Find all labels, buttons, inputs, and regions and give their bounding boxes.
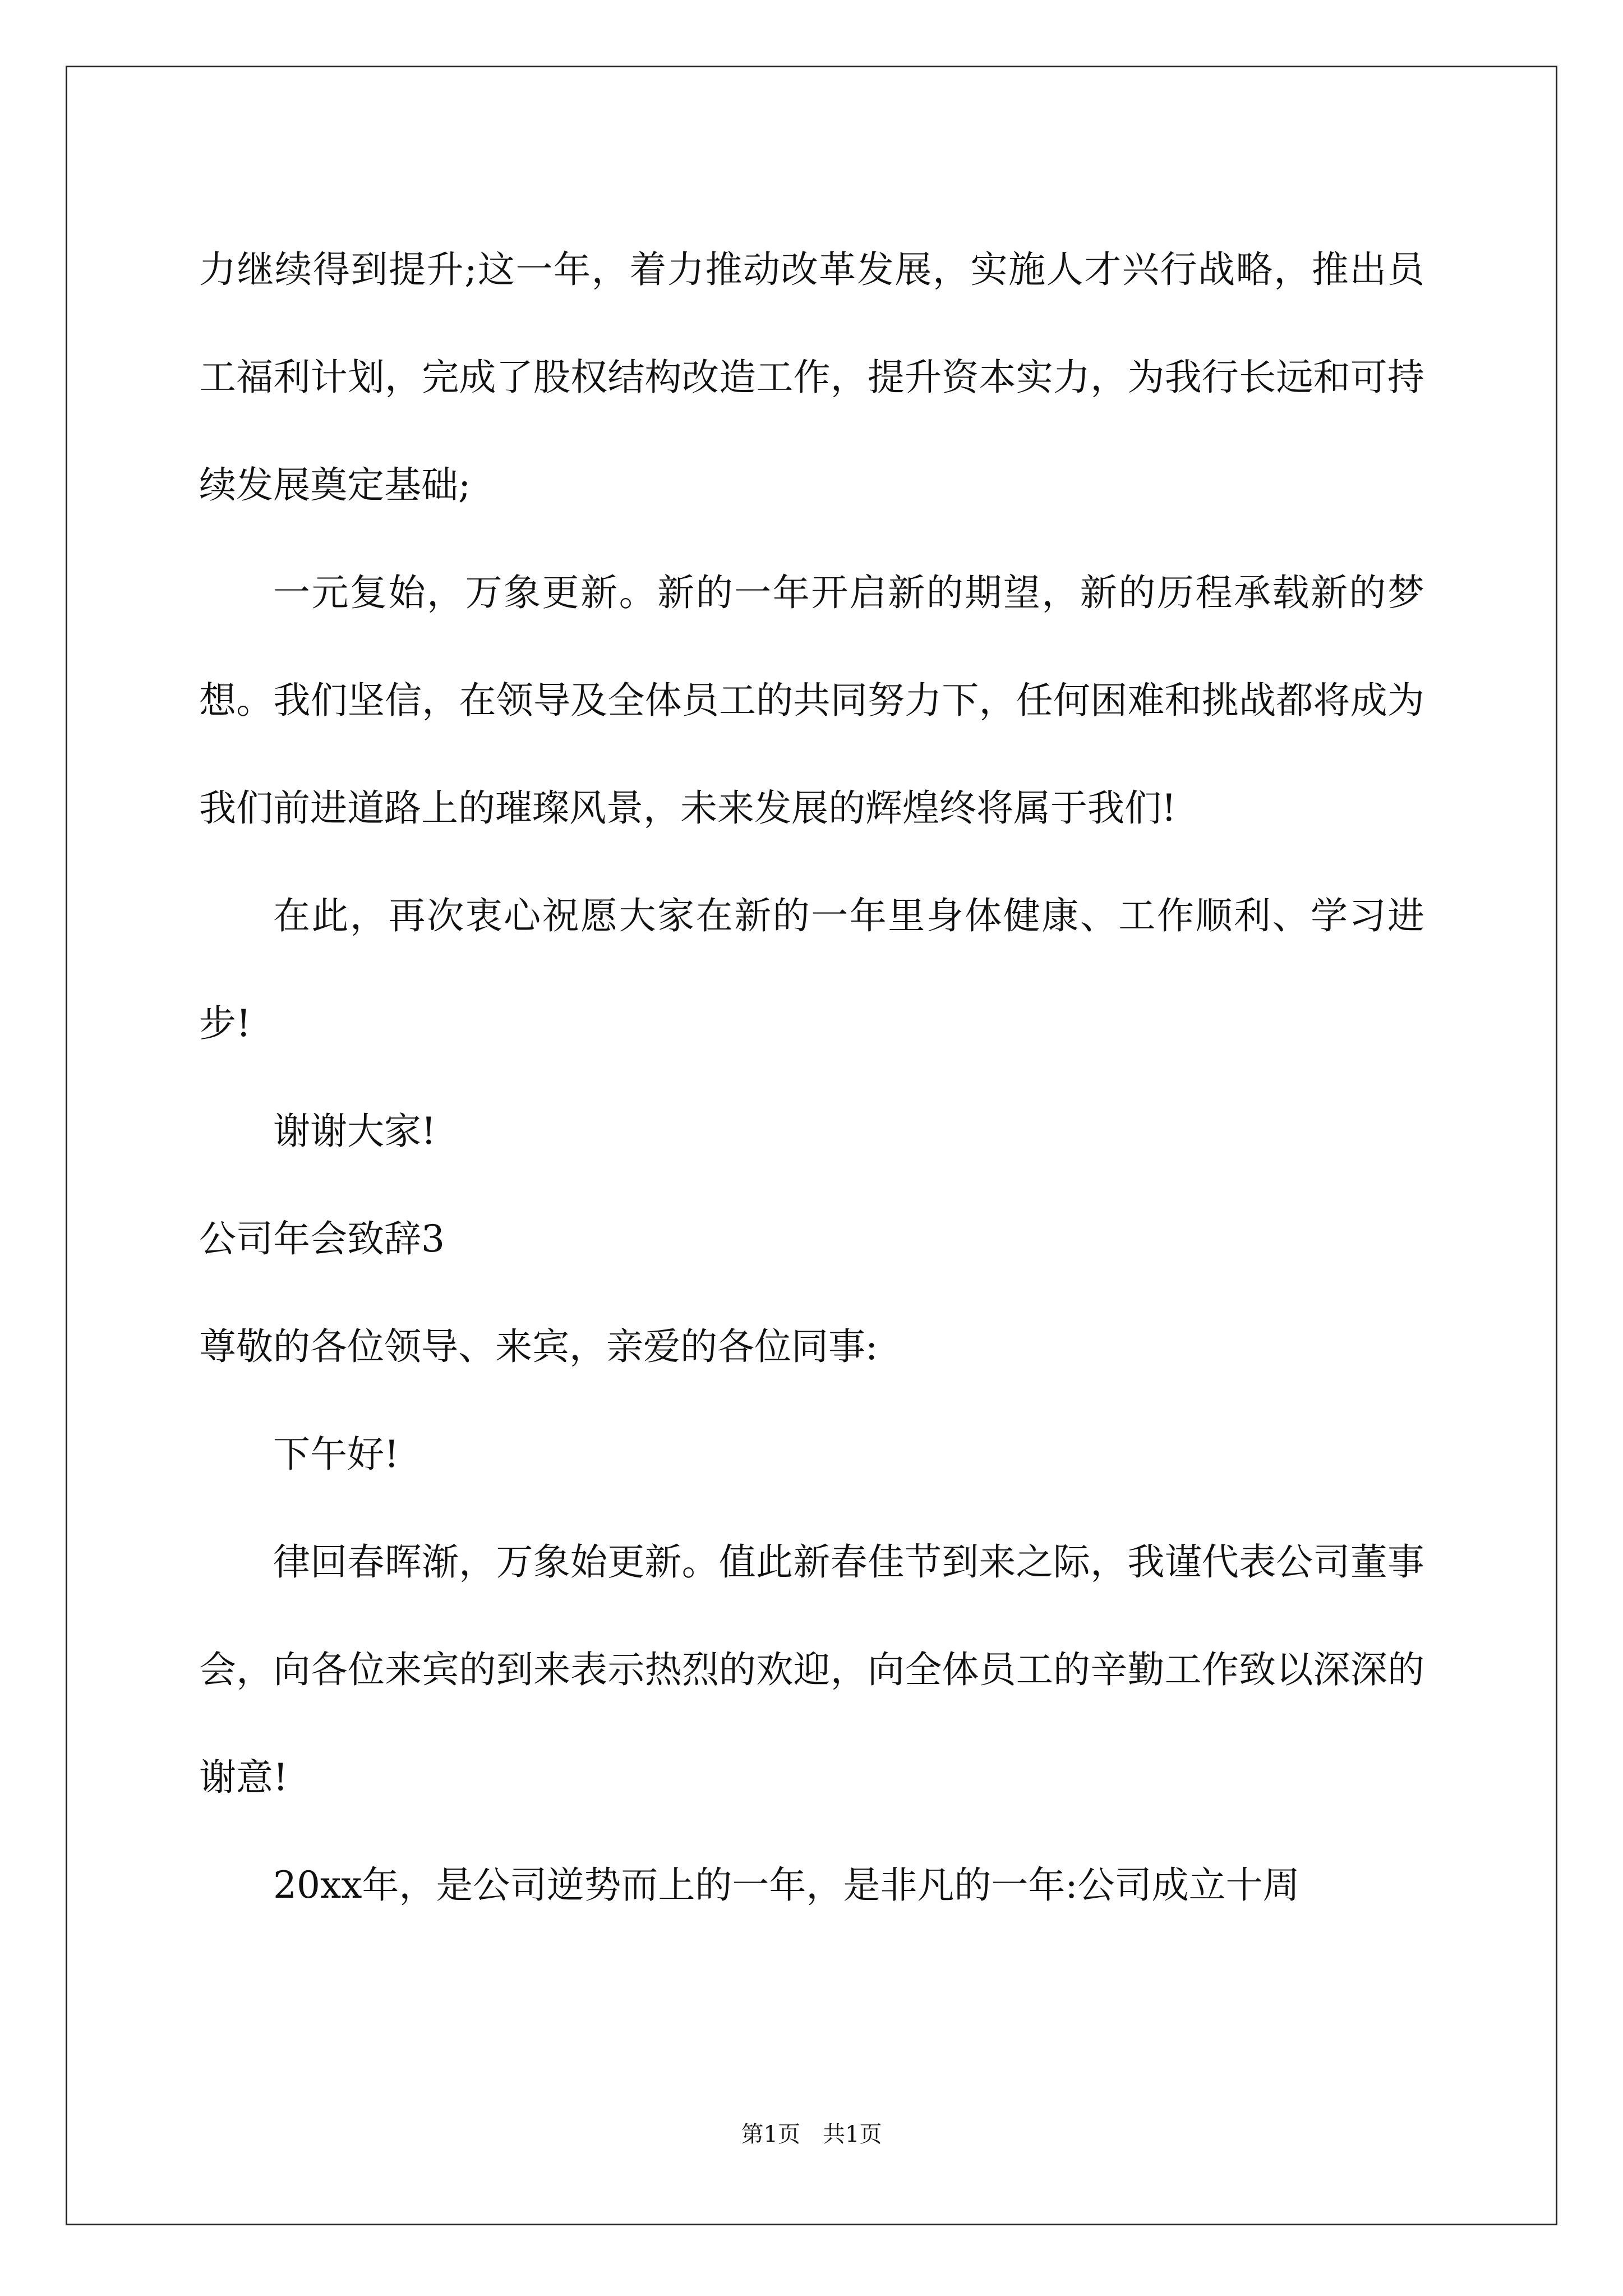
paragraph-3: 在此，再次衷心祝愿大家在新的一年里身体健康、工作顺利、学习进步! bbox=[199, 894, 1424, 1045]
document-body bbox=[199, 216, 1424, 1939]
paragraph-2: 一元复始，万象更新。新的一年开启新的期望，新的历程承载新的梦想。我们坚信，在领导及全体员工的共同努力下，任何困难和挑战都将成为我们前进道路上的璀璨风景，未来发展的辉煌终将属于我们! bbox=[199, 571, 1424, 830]
salutation: 尊敬的各位领导、来宾，亲爱的各位同事: bbox=[199, 1325, 878, 1368]
greeting: 下午好! bbox=[273, 1433, 399, 1476]
paragraph-4: 谢谢大家! bbox=[273, 1110, 436, 1153]
paragraph-1: 力继续得到提升;这一年，着力推动改革发展，实施人才兴行战略，推出员工福利计划，完成了股权结构改造工作，提升资本实力，为我行长远和可持续发展奠定基础; bbox=[199, 248, 1424, 507]
paragraph-5: 律回春晖渐，万象始更新。值此新春佳节到来之际，我谨代表公司董事会，向各位来宾的到来表示热烈的欢迎，向全体员工的辛勤工作致以深深的谢意! bbox=[199, 1540, 1424, 1799]
paragraph-6: 20xx年，是公司逆势而上的一年，是非凡的一年:公司成立十周 bbox=[273, 1864, 1300, 1907]
page-number: 第1页 bbox=[741, 2122, 800, 2147]
section-heading: 公司年会致辞3 bbox=[199, 1217, 445, 1260]
page-total: 共1页 bbox=[823, 2122, 882, 2147]
page-footer bbox=[0, 2118, 1623, 2151]
